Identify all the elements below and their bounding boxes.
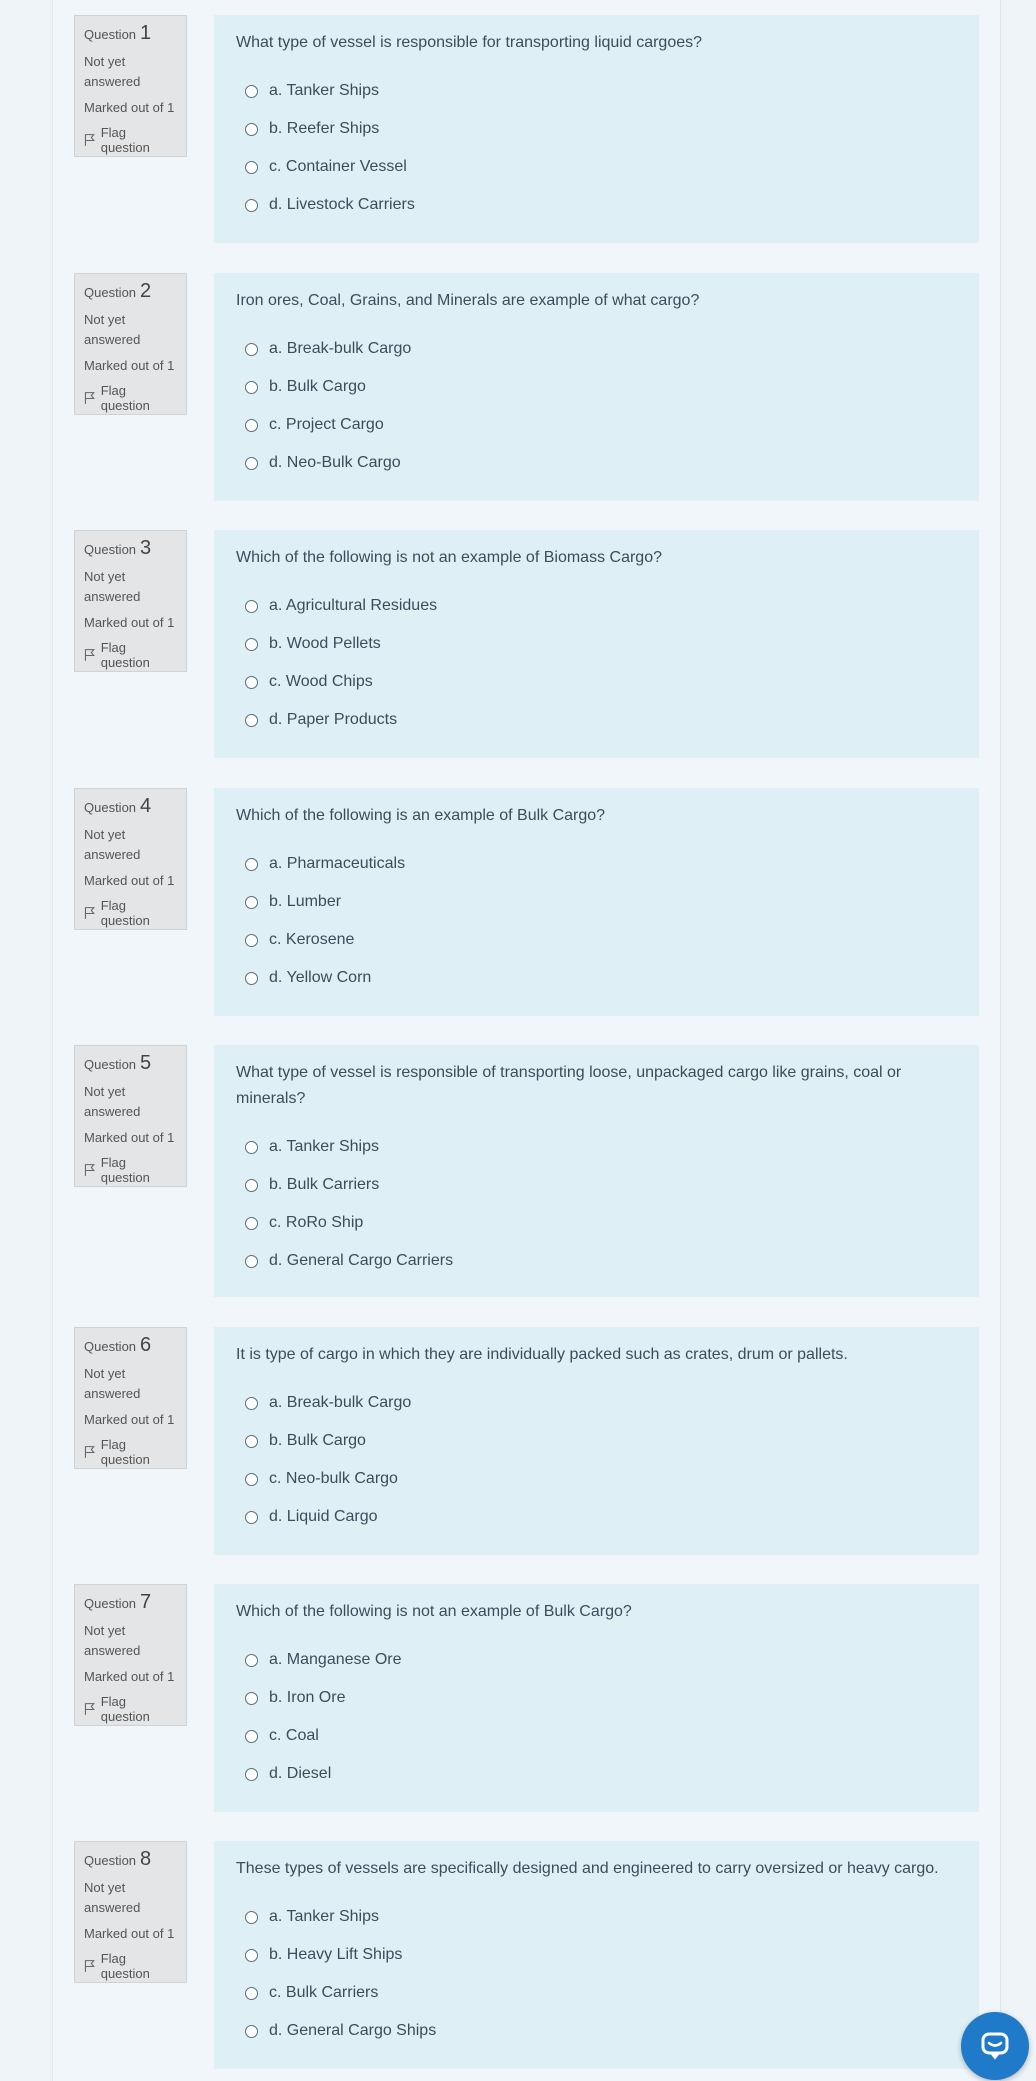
radio-button[interactable] <box>245 714 258 727</box>
question-number: 4 <box>140 795 152 817</box>
question-number: 3 <box>140 537 152 559</box>
question-label: Question <box>84 1853 137 1868</box>
answer-list <box>236 1641 957 1793</box>
answer-option-d[interactable] <box>236 1242 957 1280</box>
question-info <box>74 1327 187 1469</box>
question-number: 7 <box>140 1591 152 1613</box>
answer-label: c. Container Vessel <box>269 158 407 175</box>
answer-option-c[interactable] <box>236 406 957 444</box>
answer-label: a. Tanker Ships <box>269 82 379 99</box>
answer-label: a. Tanker Ships <box>269 1138 379 1155</box>
radio-button[interactable] <box>245 1654 258 1667</box>
question-state: Not yet answered <box>84 1084 141 1119</box>
answer-label: b. Iron Ore <box>269 1689 346 1706</box>
chat-icon <box>978 2029 1012 2063</box>
answer-list <box>236 330 957 482</box>
question-marks: Marked out of 1 <box>84 1669 175 1684</box>
question-number: 1 <box>140 22 152 44</box>
answer-option-a[interactable] <box>236 72 957 110</box>
question-label: Question <box>84 285 137 300</box>
question-number: 2 <box>140 280 152 302</box>
radio-button[interactable] <box>245 1473 258 1486</box>
answer-label: a. Manganese Ore <box>269 1651 402 1668</box>
question-label: Question <box>84 1596 137 1611</box>
answer-list <box>236 1128 957 1280</box>
answer-option-b[interactable] <box>236 883 957 921</box>
answer-option-b[interactable] <box>236 110 957 148</box>
question-7 <box>74 1584 979 1812</box>
answer-label: c. Neo-bulk Cargo <box>269 1470 398 1487</box>
answer-label: d. Yellow Corn <box>269 969 372 986</box>
radio-button[interactable] <box>245 1730 258 1743</box>
question-state: Not yet answered <box>84 1880 141 1915</box>
answer-option-c[interactable] <box>236 148 957 186</box>
answer-option-d[interactable] <box>236 701 957 739</box>
answer-option-d[interactable] <box>236 444 957 482</box>
answer-option-c[interactable] <box>236 663 957 701</box>
answer-label: c. Bulk Carriers <box>269 1984 379 2001</box>
question-marks: Marked out of 1 <box>84 1412 175 1427</box>
answer-option-c[interactable] <box>236 921 957 959</box>
flag-question-link[interactable] <box>84 1155 177 1185</box>
answer-option-a[interactable] <box>236 587 957 625</box>
answer-label: a. Tanker Ships <box>269 1908 379 1925</box>
flag-icon <box>84 1163 96 1177</box>
answer-label: d. General Cargo Ships <box>269 2022 437 2039</box>
question-text: These types of vessels are specifically designed and engineered to carry oversized or heavy cargo. <box>236 1860 939 1877</box>
flag-icon <box>84 1445 96 1459</box>
question-8 <box>74 1841 979 2069</box>
answer-label: b. Heavy Lift Ships <box>269 1946 403 1963</box>
flag-icon <box>84 1959 96 1973</box>
flag-question-link[interactable] <box>84 640 177 670</box>
answer-option-a[interactable] <box>236 1128 957 1166</box>
question-info <box>74 788 187 930</box>
question-marks: Marked out of 1 <box>84 1130 175 1145</box>
question-6 <box>74 1327 979 1555</box>
question-number: 6 <box>140 1334 152 1356</box>
radio-button[interactable] <box>245 1255 258 1268</box>
answer-label: a. Break-bulk Cargo <box>269 340 412 357</box>
flag-icon <box>84 1702 96 1716</box>
answer-option-c[interactable] <box>236 1204 957 1242</box>
answer-label: b. Wood Pellets <box>269 635 381 652</box>
question-marks: Marked out of 1 <box>84 615 175 630</box>
question-state: Not yet answered <box>84 54 141 89</box>
flag-label: Flag question <box>100 898 150 928</box>
flag-question-link[interactable] <box>84 898 177 928</box>
question-4 <box>74 788 979 1016</box>
question-3 <box>74 530 979 758</box>
answer-label: a. Agricultural Residues <box>269 597 438 614</box>
flag-icon <box>84 906 96 920</box>
answer-label: b. Lumber <box>269 893 342 910</box>
answer-label: d. Neo-Bulk Cargo <box>269 454 401 471</box>
answer-option-a[interactable] <box>236 1641 957 1679</box>
question-info <box>74 1584 187 1726</box>
radio-button[interactable] <box>245 1911 258 1924</box>
answer-option-b[interactable] <box>236 625 957 663</box>
radio-button[interactable] <box>245 381 258 394</box>
flag-question-link[interactable] <box>84 383 177 413</box>
question-info <box>74 1841 187 1983</box>
question-marks: Marked out of 1 <box>84 100 175 115</box>
radio-button[interactable] <box>245 1217 258 1230</box>
question-label: Question <box>84 542 137 557</box>
radio-button[interactable] <box>245 161 258 174</box>
radio-button[interactable] <box>245 457 258 470</box>
radio-button[interactable] <box>245 2025 258 2038</box>
radio-button[interactable] <box>245 1435 258 1448</box>
question-content <box>214 530 979 758</box>
answer-list <box>236 587 957 739</box>
answer-list <box>236 1384 957 1536</box>
radio-button[interactable] <box>245 1949 258 1962</box>
answer-option-a[interactable] <box>236 1384 957 1422</box>
question-label: Question <box>84 1057 137 1072</box>
answer-label: d. Paper Products <box>269 711 398 728</box>
answer-option-c[interactable] <box>236 1717 957 1755</box>
radio-button[interactable] <box>245 676 258 689</box>
question-state: Not yet answered <box>84 1623 141 1658</box>
flag-icon <box>84 648 96 662</box>
answer-label: d. Diesel <box>269 1765 332 1782</box>
answer-list <box>236 1898 957 2050</box>
answer-option-d[interactable] <box>236 959 957 997</box>
radio-button[interactable] <box>245 638 258 651</box>
question-label: Question <box>84 27 137 42</box>
answer-label: c. Project Cargo <box>269 416 384 433</box>
question-content <box>214 273 979 501</box>
flag-label: Flag question <box>100 1437 150 1467</box>
flag-label: Flag question <box>100 383 150 413</box>
answer-option-a[interactable] <box>236 1898 957 1936</box>
flag-label: Flag question <box>100 1694 150 1724</box>
question-content <box>214 1327 979 1555</box>
answer-label: d. General Cargo Carriers <box>269 1252 454 1269</box>
flag-question-link[interactable] <box>84 1437 177 1467</box>
question-state: Not yet answered <box>84 569 141 604</box>
question-text: Iron ores, Coal, Grains, and Minerals are example of what cargo? <box>236 292 700 309</box>
radio-button[interactable] <box>245 419 258 432</box>
answer-label: b. Bulk Cargo <box>269 378 366 395</box>
radio-button[interactable] <box>245 199 258 212</box>
question-number: 8 <box>140 1848 152 1870</box>
answer-label: a. Pharmaceuticals <box>269 855 406 872</box>
question-text: Which of the following is not an example of Biomass Cargo? <box>236 549 662 566</box>
flag-question-link[interactable] <box>84 1694 177 1724</box>
question-content <box>214 1841 979 2069</box>
flag-question-link[interactable] <box>84 1951 177 1981</box>
flag-label: Flag question <box>100 640 150 670</box>
question-number: 5 <box>140 1052 152 1074</box>
answer-option-d[interactable] <box>236 2012 957 2050</box>
question-content <box>214 1045 979 1297</box>
flag-label: Flag question <box>100 125 150 155</box>
question-label: Question <box>84 1339 137 1354</box>
answer-option-d[interactable] <box>236 186 957 224</box>
flag-label: Flag question <box>100 1951 150 1981</box>
question-content <box>214 788 979 1016</box>
answer-option-c[interactable] <box>236 1460 957 1498</box>
answer-option-a[interactable] <box>236 330 957 368</box>
answer-option-a[interactable] <box>236 845 957 883</box>
question-info <box>74 1045 187 1187</box>
answer-label: c. RoRo Ship <box>269 1214 364 1231</box>
question-text: It is type of cargo in which they are individually packed such as crates, drum or pallets. <box>236 1346 848 1363</box>
flag-question-link[interactable] <box>84 125 177 155</box>
question-text: Which of the following is not an example of Bulk Cargo? <box>236 1603 632 1620</box>
radio-button[interactable] <box>245 858 258 871</box>
radio-button[interactable] <box>245 934 258 947</box>
answer-label: d. Livestock Carriers <box>269 196 415 213</box>
radio-button[interactable] <box>245 343 258 356</box>
question-5 <box>74 1045 979 1273</box>
question-info <box>74 273 187 415</box>
answer-option-b[interactable] <box>236 1679 957 1717</box>
radio-button[interactable] <box>245 85 258 98</box>
answer-label: d. Liquid Cargo <box>269 1508 378 1525</box>
question-content <box>214 15 979 243</box>
question-state: Not yet answered <box>84 827 141 862</box>
radio-button[interactable] <box>245 600 258 613</box>
answer-option-b[interactable] <box>236 1936 957 1974</box>
question-label: Question <box>84 800 137 815</box>
answer-label: b. Bulk Carriers <box>269 1176 380 1193</box>
question-text: What type of vessel is responsible of transporting loose, unpackaged cargo like grains, coal or minerals? <box>236 1064 902 1107</box>
answer-option-b[interactable] <box>236 1422 957 1460</box>
flag-icon <box>84 391 96 405</box>
answer-list <box>236 72 957 224</box>
answer-list <box>236 845 957 997</box>
radio-button[interactable] <box>245 1141 258 1154</box>
question-marks: Marked out of 1 <box>84 873 175 888</box>
answer-option-d[interactable] <box>236 1498 957 1536</box>
question-text: Which of the following is an example of Bulk Cargo? <box>236 807 606 824</box>
radio-button[interactable] <box>245 123 258 136</box>
flag-icon <box>84 133 96 147</box>
question-info <box>74 15 187 157</box>
answer-label: b. Reefer Ships <box>269 120 380 137</box>
answer-label: c. Kerosene <box>269 931 355 948</box>
radio-button[interactable] <box>245 1179 258 1192</box>
answer-option-b[interactable] <box>236 368 957 406</box>
radio-button[interactable] <box>245 1511 258 1524</box>
answer-option-c[interactable] <box>236 1974 957 2012</box>
radio-button[interactable] <box>245 896 258 909</box>
answer-option-b[interactable] <box>236 1166 957 1204</box>
question-state: Not yet answered <box>84 1366 141 1401</box>
answer-label: a. Break-bulk Cargo <box>269 1394 412 1411</box>
radio-button[interactable] <box>245 972 258 985</box>
answer-option-d[interactable] <box>236 1755 957 1793</box>
question-marks: Marked out of 1 <box>84 358 175 373</box>
question-marks: Marked out of 1 <box>84 1926 175 1941</box>
flag-label: Flag question <box>100 1155 150 1185</box>
radio-button[interactable] <box>245 1768 258 1781</box>
answer-label: b. Bulk Cargo <box>269 1432 366 1449</box>
question-text: What type of vessel is responsible for transporting liquid cargoes? <box>236 34 703 51</box>
answer-label: c. Wood Chips <box>269 673 373 690</box>
radio-button[interactable] <box>245 1987 258 2000</box>
answer-label: c. Coal <box>269 1727 319 1744</box>
question-state: Not yet answered <box>84 312 141 347</box>
question-2 <box>74 273 979 501</box>
chat-button[interactable] <box>961 2012 1029 2080</box>
question-1 <box>74 15 979 243</box>
radio-button[interactable] <box>245 1397 258 1410</box>
question-content <box>214 1584 979 1812</box>
radio-button[interactable] <box>245 1692 258 1705</box>
question-info <box>74 530 187 672</box>
